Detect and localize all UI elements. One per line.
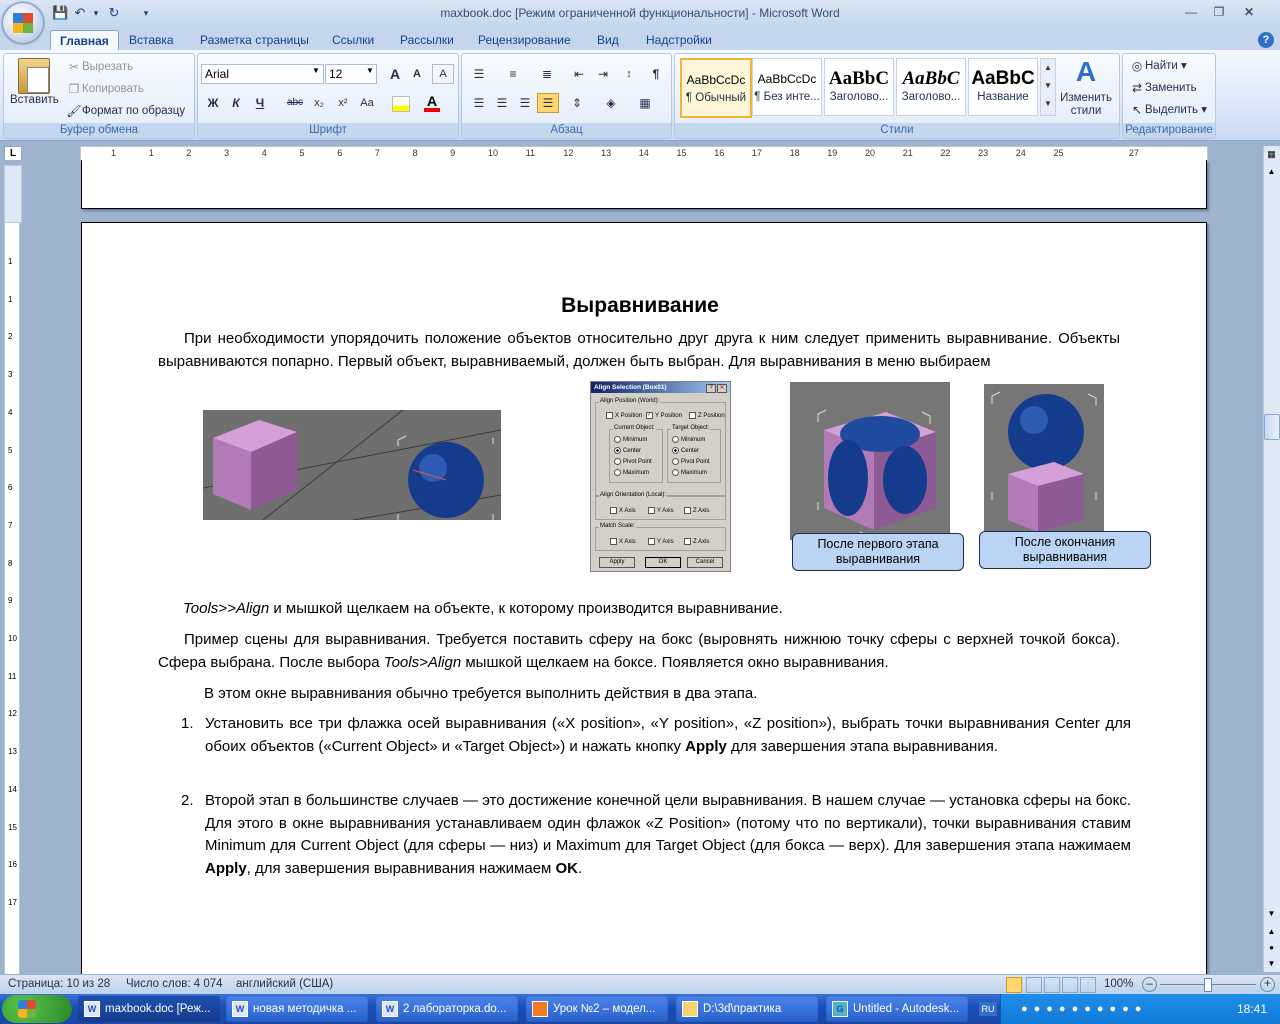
callout-final-stage-text: После окончания выравнивания	[1014, 535, 1116, 564]
paragraph-example	[158, 629, 1120, 674]
ruler-tick-label: 17	[8, 897, 17, 907]
z-position-checkbox[interactable]	[689, 412, 725, 419]
start-button[interactable]	[2, 995, 72, 1023]
ruler-tick-label: 9	[450, 148, 456, 158]
ruler-tick-label: 7	[8, 520, 13, 530]
shrink-font-button[interactable]: A	[413, 68, 421, 80]
web-layout-icon[interactable]	[1044, 977, 1060, 993]
change-styles-button[interactable]: Изменить стили	[1060, 92, 1112, 117]
ruler-tick-label: 10	[488, 148, 499, 158]
select-label: Выделить	[1145, 104, 1199, 117]
current-maximum-radio[interactable]	[614, 469, 649, 476]
previous-page	[81, 160, 1207, 209]
ruler-tick-label: 1	[148, 148, 154, 158]
ruler-tick-label: 3	[8, 370, 13, 380]
tab-mailings[interactable]: Рассылки	[400, 33, 454, 47]
target-maximum-radio[interactable]	[672, 469, 707, 476]
styles-scroll[interactable]: ▲ ▼ ▼	[1040, 58, 1056, 116]
ruler-tick-label: 14	[8, 784, 17, 794]
clear-format-button[interactable]: A	[432, 64, 454, 84]
scroll-down-icon[interactable]: ▼	[1267, 909, 1276, 918]
scene-image-stage1	[790, 382, 950, 540]
current-minimum-radio[interactable]	[614, 436, 647, 443]
outline-icon[interactable]	[1062, 977, 1078, 993]
ruler-tick-label: 24	[1015, 148, 1026, 158]
tab-review[interactable]: Рецензирование	[478, 33, 571, 47]
tab-addins[interactable]: Надстройки	[646, 33, 712, 47]
align-right-icon[interactable]: ☰	[519, 96, 531, 110]
undo-dropdown-icon[interactable]: ▾	[93, 8, 99, 18]
axis-label: Z Axis	[693, 508, 710, 515]
change-styles-icon[interactable]: A	[1075, 56, 1097, 87]
borders-icon[interactable]: ▦	[639, 96, 651, 110]
prev-page-icon[interactable]: ▲	[1267, 927, 1276, 936]
font-color-icon[interactable]: A	[424, 94, 440, 112]
office-button[interactable]	[2, 2, 44, 44]
font-group-label: Шрифт	[198, 123, 458, 138]
callout-first-stage	[792, 533, 964, 571]
ruler-tick-label: 6	[337, 148, 343, 158]
superscript-button[interactable]: x²	[338, 97, 348, 109]
taskbar-item-folder[interactable]	[676, 996, 818, 1022]
y-position-label: Y Position	[655, 413, 682, 420]
tools-align-text: Tools>Align	[383, 653, 462, 671]
scene-image-final	[984, 384, 1104, 532]
taskbar-item-maxbook[interactable]	[78, 996, 220, 1022]
draft-icon[interactable]	[1080, 977, 1096, 993]
zoom-out-icon[interactable]: –	[1142, 977, 1157, 992]
line-spacing-icon[interactable]: ⇕	[571, 96, 583, 110]
style-normal[interactable]	[680, 58, 752, 118]
align-left-icon[interactable]: ☰	[473, 96, 485, 110]
save-icon[interactable]: 💾	[52, 5, 69, 20]
ruler-tick-label: 3	[224, 148, 230, 158]
list-text: для завершения этапа выравнивания.	[726, 737, 998, 755]
replace-icon: ⇄	[1131, 81, 1143, 95]
redo-icon[interactable]: ↻	[108, 5, 120, 20]
scroll-thumb[interactable]	[1264, 414, 1280, 440]
word-doc-icon: W	[382, 1001, 398, 1017]
ruler-tick-label: 13	[8, 747, 17, 757]
orient-y-checkbox[interactable]	[648, 507, 674, 514]
clock[interactable]: 18:41	[1237, 1002, 1268, 1016]
taskbar-item-label: D:\3d\практика	[703, 1003, 782, 1015]
radio-label: Pivot Point	[681, 459, 710, 466]
axis-label: Z Axis	[693, 539, 710, 546]
match-scale-label: Match Scale:	[600, 523, 635, 529]
copy-icon: ❐	[68, 82, 80, 96]
current-pivot-radio[interactable]	[614, 458, 652, 465]
ruler-tick-label: 22	[940, 148, 951, 158]
brush-icon: 🖌	[66, 104, 82, 118]
zoom-in-icon[interactable]: +	[1260, 977, 1275, 992]
help-icon[interactable]: ?	[1258, 32, 1274, 48]
apply-bold: Apply	[205, 859, 247, 877]
ruler-tick-label: 11	[525, 148, 536, 158]
ruler-tick-label: 14	[638, 148, 649, 158]
align-selection-dialog	[590, 381, 731, 572]
target-center-radio[interactable]	[672, 447, 699, 454]
find-label: Найти	[1145, 60, 1178, 73]
ruler-tick-label: 1	[111, 148, 117, 158]
strikethrough-button[interactable]: abc	[286, 97, 304, 108]
radio-label: Maximum	[623, 470, 650, 477]
firefox-icon	[532, 1001, 548, 1017]
ruler-tick-label: 15	[8, 822, 17, 832]
editing-group	[1122, 53, 1216, 139]
next-page-icon[interactable]: ▼	[1267, 959, 1276, 968]
ruler-tick-label: 4	[261, 148, 267, 158]
word-doc-icon: W	[232, 1001, 248, 1017]
callout-final-stage	[979, 531, 1151, 569]
taskbar-item-metodichka[interactable]	[226, 996, 368, 1022]
multilevel-list-icon[interactable]: ≣	[541, 67, 553, 81]
style-no-spacing[interactable]	[752, 58, 822, 116]
paragraph-group	[461, 53, 672, 139]
z-position-label: Z Position	[698, 413, 725, 420]
sort-icon[interactable]: ↕	[626, 68, 632, 80]
cursor-icon: ↖	[1131, 103, 1143, 117]
list-text: , для завершения выравнивания нажимаем	[246, 859, 556, 877]
ruler-tick-label: 11	[8, 671, 17, 681]
change-case-button[interactable]: Aa	[360, 97, 374, 109]
copy-button[interactable]	[66, 81, 144, 97]
current-object-label: Current Object:	[614, 425, 655, 431]
ruler-tick-label: 4	[8, 407, 13, 417]
ruler-tick-label: 19	[827, 148, 838, 158]
y-position-checkbox[interactable]: ✓ Y Position	[647, 412, 682, 420]
style-heading2[interactable]	[896, 58, 966, 116]
tab-page-layout[interactable]: Разметка страницы	[200, 33, 309, 47]
paragraph-text: мышкой щелкаем на боксе. Появляется окно выравнивания.	[461, 653, 889, 671]
tray-icons[interactable]: ●●●●●●●●●●	[1021, 1003, 1148, 1015]
ok-bold: OK	[555, 859, 579, 877]
language-indicator[interactable]: RU	[979, 1002, 997, 1016]
justify-icon[interactable]: ☰	[537, 93, 559, 113]
align-center-icon[interactable]: ☰	[496, 96, 508, 110]
x-position-checkbox[interactable]	[606, 412, 642, 419]
find-button[interactable]: ◎ Найти ▾	[1129, 58, 1187, 74]
paragraph-two-stages: В этом окне выравнивания обычно требуется выполнить действия в два этапа.	[204, 685, 758, 702]
ruler-tick-label: 12	[563, 148, 574, 158]
radio-label: Pivot Point	[623, 459, 652, 466]
font-group	[197, 53, 459, 139]
ruler-tick-label: 15	[676, 148, 687, 158]
x-position-label: X Position	[615, 413, 643, 420]
bullets-icon[interactable]: ☰	[473, 67, 485, 81]
align-orientation-label: Align Orientation (Local):	[600, 492, 667, 498]
ruler-toggle-icon[interactable]: ▦	[1267, 149, 1276, 159]
vertical-ruler	[4, 222, 20, 976]
font-name-dropdown-icon[interactable]: ▼	[312, 66, 320, 75]
radio-label: Maximum	[681, 470, 708, 477]
ruler-tick-label: 27	[1128, 148, 1139, 158]
style-name: Заголово...	[829, 91, 889, 103]
current-center-radio[interactable]	[614, 447, 641, 454]
print-layout-icon[interactable]	[1006, 977, 1022, 993]
cancel-button[interactable]: Cancel	[687, 557, 723, 568]
taskbar-item-label: новая методичка ...	[253, 1003, 357, 1015]
maximize-button[interactable]: ❐	[1213, 5, 1225, 19]
target-minimum-radio[interactable]	[672, 436, 705, 443]
ruler-tick-label: 20	[865, 148, 876, 158]
style-title[interactable]	[968, 58, 1038, 116]
system-tray	[981, 994, 1280, 1024]
scene-image-before	[203, 410, 501, 520]
ruler-tick-label: 5	[299, 148, 305, 158]
style-heading1[interactable]	[824, 58, 894, 116]
ruler-tick-label: 12	[8, 709, 17, 719]
list-text: Второй этап в большинстве случаев — это достижение конечной цели выравнивания. В нашем случае — установка сферы на бокс. Для этого в окне выравнивания устанавливаем один флажок «Z Position» (потому что по вертикали), точки выравнивания ставим Minimum для Current Object (для сферы — низ) и Maximum для Target Object (для бокса — верх). Для завершения этапа нажимаем	[205, 792, 1131, 854]
vertical-ruler-margin	[4, 165, 22, 223]
apply-button[interactable]: Apply	[599, 557, 635, 568]
orient-x-checkbox[interactable]	[610, 507, 636, 514]
align-position-frame	[595, 398, 726, 496]
scale-x-checkbox[interactable]	[610, 538, 636, 545]
tab-home[interactable]: Главная	[50, 30, 119, 51]
ok-button[interactable]: OK	[645, 557, 681, 568]
word-doc-icon: W	[84, 1001, 100, 1017]
paste-icon[interactable]	[18, 58, 50, 94]
italic-button[interactable]: К	[232, 96, 240, 110]
word-count[interactable]: Число слов: 4 074	[126, 978, 223, 990]
style-name: Заголово...	[901, 91, 961, 103]
target-object-label: Target Object:	[672, 425, 710, 431]
cut-label: Вырезать	[82, 61, 134, 74]
undo-icon[interactable]: ↶	[74, 5, 86, 20]
scale-z-checkbox[interactable]	[684, 538, 709, 545]
page-count[interactable]: Страница: 10 из 28	[8, 978, 111, 990]
style-sample: AaBbCcDc	[757, 72, 817, 86]
taskbar-item-autodesk[interactable]	[826, 996, 968, 1022]
clipboard-group-label: Буфер обмена	[4, 123, 194, 138]
target-pivot-radio[interactable]	[672, 458, 710, 465]
font-size-combo[interactable]: 12	[325, 64, 377, 84]
numbering-icon[interactable]: ≡	[509, 67, 517, 81]
shading-icon[interactable]: ◈	[606, 96, 616, 110]
paste-button[interactable]: Вставить	[10, 94, 59, 106]
style-sample: AaBbC	[828, 68, 890, 89]
tab-insert[interactable]: Вставка	[129, 33, 174, 47]
tab-references[interactable]: Ссылки	[332, 33, 375, 47]
copy-label: Копировать	[82, 83, 144, 96]
taskbar-item-label: Урок №2 – модел...	[553, 1003, 656, 1015]
list-item-1	[205, 713, 1131, 758]
editing-group-label: Редактирование	[1123, 123, 1215, 138]
decrease-indent-icon[interactable]: ⇤	[573, 67, 585, 81]
taskbar-item-label: maxbook.doc [Реж...	[105, 1003, 211, 1015]
bold-button[interactable]: Ж	[207, 96, 219, 110]
format-painter-button[interactable]	[66, 103, 185, 119]
taskbar-item-label: 2 лабораторка.do...	[403, 1003, 507, 1015]
zoom-level[interactable]: 100%	[1104, 978, 1134, 990]
ruler-tick-label: 8	[8, 558, 13, 568]
list-number-2: 2.	[181, 792, 194, 809]
window-title: maxbook.doc [Режим ограниченной функциональности] - Microsoft Word	[440, 6, 840, 20]
style-name: ¶ Обычный	[685, 92, 747, 104]
taskbar-item-label: Untitled - Autodesk...	[853, 1003, 960, 1015]
ruler-tick-label: 7	[374, 148, 380, 158]
ruler-tick-label: 9	[8, 596, 13, 606]
replace-label: Заменить	[1145, 82, 1197, 95]
align-position-label: Align Position (World):	[600, 398, 660, 404]
list-text: Установить все три флажка осей выравнивания («X position», «Y position», «Z position»), выбрать точки выравнивания Center для обоих объектов («Current Object» и «Target Object») и нажать кнопку	[205, 715, 1131, 755]
match-scale-frame	[595, 523, 726, 551]
highlight-icon[interactable]	[392, 96, 410, 112]
tab-selector[interactable]: L	[4, 146, 22, 162]
radio-label: Center	[623, 448, 642, 455]
ruler-tick-label: 6	[8, 483, 13, 493]
vertical-scrollbar[interactable]	[1263, 146, 1280, 972]
subscript-button[interactable]: x₂	[314, 97, 324, 109]
reading-layout-icon[interactable]	[1026, 977, 1042, 993]
format-painter-label: Формат по образцу	[82, 105, 186, 118]
clipboard-group	[3, 53, 195, 139]
windows-logo-icon	[18, 1000, 36, 1018]
orient-z-checkbox[interactable]	[684, 507, 709, 514]
apply-bold: Apply	[685, 737, 727, 755]
radio-label: Minimum	[681, 437, 706, 444]
replace-button[interactable]	[1129, 80, 1197, 96]
ruler-tick-label: 10	[8, 634, 17, 643]
paragraph-intro: При необходимости упорядочить положение объектов относительно друг друга к ним следует применить выравнивание. Объекты выравниваются попарно. Первый объект, выравниваемый, должен быть выбран. Для выравнивания в меню выбираем	[158, 330, 1120, 370]
axis-label: X Axis	[619, 539, 636, 546]
ruler-tick-label: 1	[8, 257, 13, 266]
scissors-icon: ✂	[68, 60, 80, 74]
style-name: ¶ Без инте...	[754, 91, 820, 103]
ruler-tick-label: 25	[1053, 148, 1064, 158]
minimize-button[interactable]: —	[1185, 5, 1197, 19]
ruler-tick-label: 2	[186, 148, 192, 158]
scale-y-checkbox[interactable]	[648, 538, 674, 545]
font-name-combo[interactable]: Arial	[201, 64, 324, 84]
increase-indent-icon[interactable]: ⇥	[597, 67, 609, 81]
browse-object-icon[interactable]: ●	[1269, 943, 1274, 952]
paragraph-tools-align	[183, 598, 1123, 621]
select-button[interactable]: ↖ Выделить ▾	[1129, 102, 1207, 118]
office-logo-icon	[13, 13, 33, 33]
axis-label: Y Axis	[657, 539, 674, 546]
paragraph-group-label: Абзац	[462, 123, 671, 138]
style-sample: AaBbC	[902, 68, 960, 89]
styles-group-label: Стили	[675, 123, 1119, 138]
axis-label: X Axis	[619, 508, 636, 515]
underline-button[interactable]: Ч	[255, 96, 265, 110]
language[interactable]: английский (США)	[236, 978, 334, 990]
ruler-tick-label: 8	[412, 148, 418, 158]
style-sample: AaBbC	[971, 68, 1035, 89]
ruler-tick-label: 13	[601, 148, 612, 158]
ruler-tick-label: 1	[8, 294, 13, 304]
align-orientation-frame	[595, 492, 726, 520]
ruler-tick-label: 2	[8, 332, 13, 342]
current-object-frame	[609, 425, 663, 483]
list-item-2	[205, 790, 1131, 880]
scroll-up-icon[interactable]: ▲	[1267, 167, 1276, 176]
folder-icon	[682, 1001, 698, 1017]
ruler-tick-label: 5	[8, 445, 13, 455]
customize-qat-icon[interactable]: ▾	[143, 8, 149, 18]
list-text: .	[578, 859, 583, 877]
page-heading: Выравнивание	[561, 294, 719, 317]
ruler-tick-label: 21	[902, 148, 913, 158]
cut-button[interactable]	[66, 59, 133, 75]
style-name: Название	[977, 91, 1029, 103]
dialog-help-icon[interactable]: ?	[706, 384, 716, 393]
axis-label: Y Axis	[657, 508, 674, 515]
taskbar-item-firefox[interactable]	[526, 996, 668, 1022]
dialog-title: Align Selection (Box01)	[591, 382, 730, 393]
target-object-frame	[667, 425, 721, 483]
ruler-tick-label: 17	[751, 148, 762, 158]
list-number-1: 1.	[181, 715, 194, 732]
ruler-tick-label: 18	[789, 148, 800, 158]
grow-font-button[interactable]: A	[389, 66, 401, 82]
tab-view[interactable]: Вид	[597, 33, 619, 47]
3dsmax-icon: G	[832, 1001, 848, 1017]
callout-first-stage-text: После первого этапа выравнивания	[817, 537, 939, 566]
font-size-dropdown-icon[interactable]: ▼	[366, 66, 374, 75]
ruler-tick-label: 16	[8, 860, 17, 870]
style-sample: AaBbCcDc	[686, 73, 746, 87]
taskbar-item-laboratorka[interactable]	[376, 996, 518, 1022]
paragraph-text: и мышкой щелкаем на объекте, к которому производится выравнивание.	[269, 600, 783, 617]
status-bar	[0, 974, 1280, 995]
radio-label: Minimum	[623, 437, 648, 444]
radio-label: Center	[681, 448, 700, 455]
binoculars-icon: ◎	[1131, 59, 1143, 73]
paragraph-text: Пример сцены для выравнивания. Требуется поставить сферу на бокс (выровнять нижнюю точку сферы с верхней точкой бокса). Сфера выбрана. После выбора	[158, 631, 1120, 671]
dialog-close-icon[interactable]: ✕	[717, 384, 727, 393]
close-button[interactable]: ✕	[1243, 5, 1255, 19]
tools-align-text: Tools>>Align	[183, 600, 270, 617]
ruler-tick-label: 23	[978, 148, 989, 158]
zoom-slider-thumb[interactable]	[1204, 978, 1212, 992]
ruler-tick-label: 16	[714, 148, 725, 158]
show-marks-icon[interactable]: ¶	[652, 67, 660, 81]
